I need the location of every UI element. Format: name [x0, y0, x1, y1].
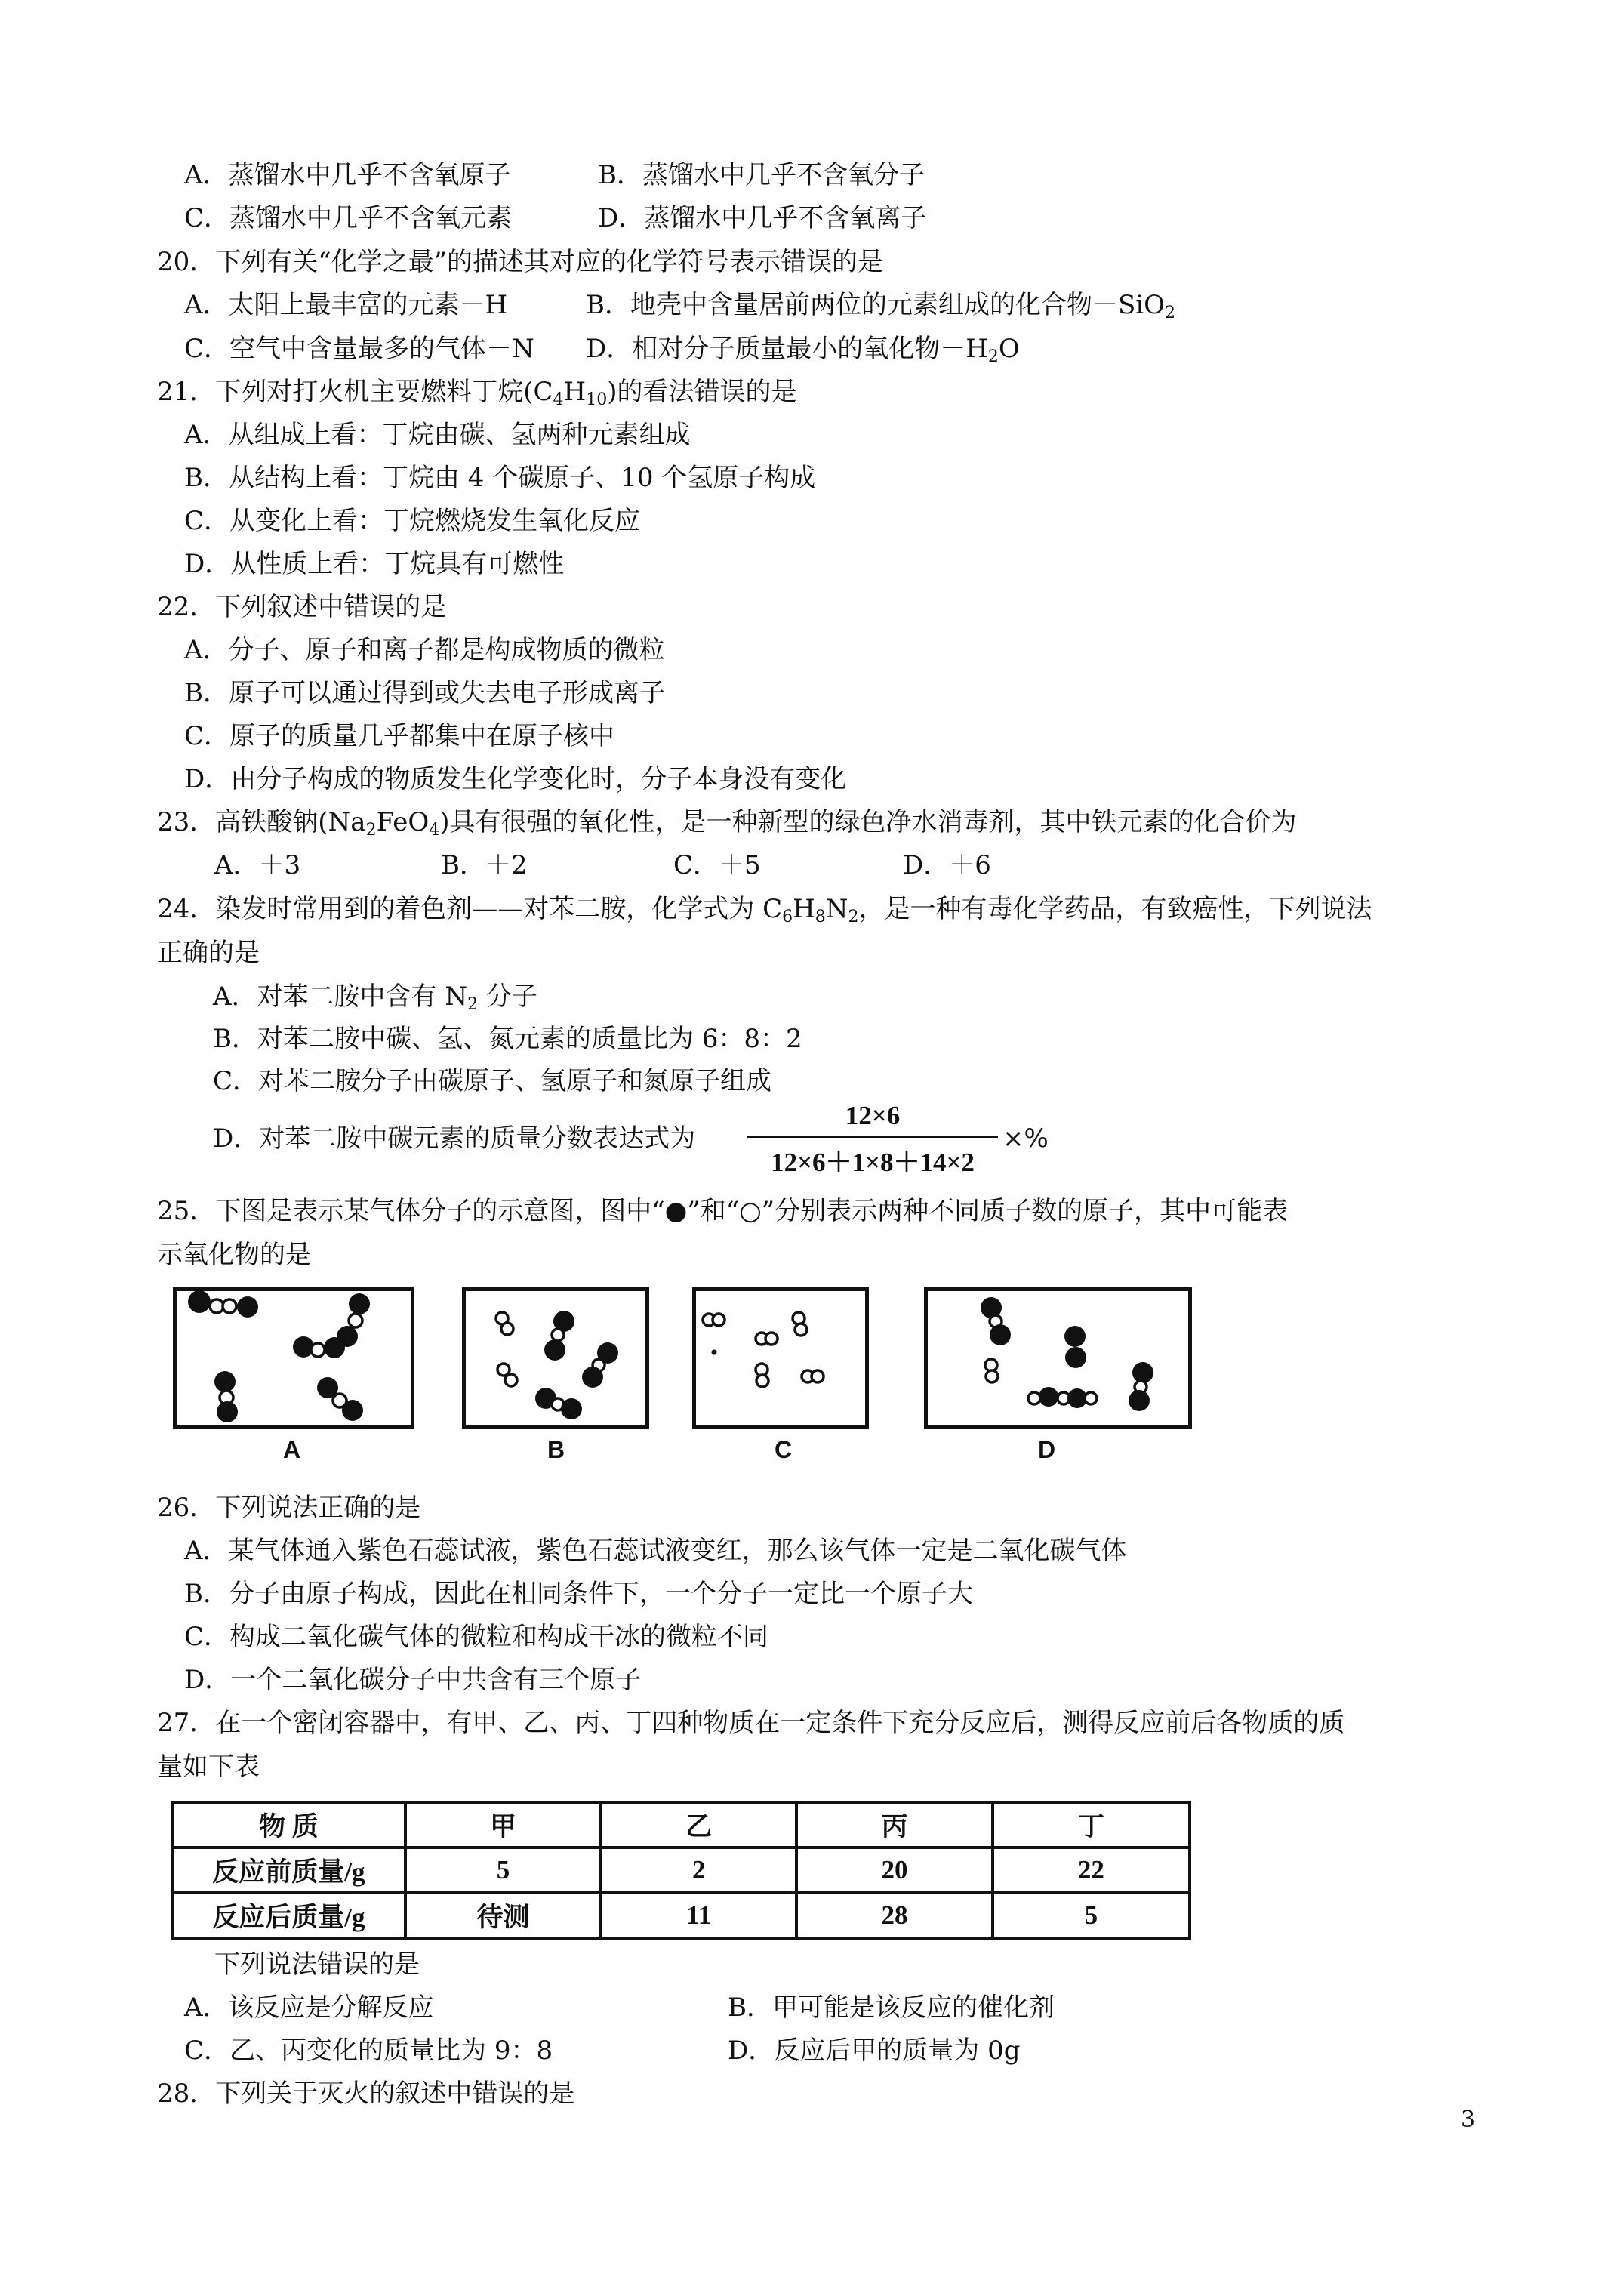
- table-header-row: [172, 1802, 1190, 1848]
- q25-stem-line2: 示氧化物的是: [157, 1240, 311, 1270]
- table-cell: 5: [405, 1848, 601, 1893]
- molecule-box-d: [924, 1287, 1192, 1429]
- q23-stem: 23．高铁酸钠$(Na_2FeO_4)$具有很强的氧化性，是一种新型的绿色净水消毒剂，其中铁元素的化合价为: [157, 807, 1297, 840]
- q24-stem-line2: 正确的是: [157, 938, 260, 968]
- q22-option-d: D．由分子构成的物质发生化学变化时，分子本身没有变化: [184, 764, 847, 794]
- diagram-label-d: D: [1038, 1436, 1056, 1463]
- molecule-diagram-d: [928, 1291, 1188, 1425]
- q23-option-b: B．＋2: [441, 850, 528, 880]
- diagram-label-a: A: [283, 1436, 301, 1463]
- q27-stem: 27．在一个密闭容器中，有甲、乙、丙、丁四种物质在一定条件下充分反应后，测得反应前后各物质的质: [157, 1708, 1345, 1738]
- q22-option-c: C．原子的质量几乎都集中在原子核中: [184, 721, 615, 751]
- q22-option-b: B．原子可以通过得到或失去电子形成离子: [184, 678, 665, 708]
- q19-option-d: D．蒸馏水中几乎不含氧离子: [598, 203, 927, 233]
- q24-option-a: A．对苯二胺中含有 $N_2$ 分子: [213, 982, 537, 1014]
- molecule-box-a: [173, 1287, 414, 1429]
- q19-option-a: A．蒸馏水中几乎不含氧原子: [184, 160, 511, 190]
- diagram-label-b: B: [547, 1436, 565, 1463]
- table-header: 乙: [601, 1802, 796, 1848]
- q19-option-c: C．蒸馏水中几乎不含氧元素: [184, 203, 513, 233]
- diagram-label-c: C: [775, 1436, 793, 1463]
- q24-option-c: C．对苯二胺分子由碳原子、氢原子和氮原子组成: [213, 1066, 772, 1096]
- q27-option-d: D．反应后甲的质量为 0g: [728, 2036, 1021, 2066]
- table-row: [172, 1893, 1190, 1938]
- q24-option-b: B．对苯二胺中碳、氢、氮元素的质量比为 6：8：2: [213, 1024, 802, 1054]
- molecule-diagram-a: [177, 1291, 411, 1425]
- table-cell: 20: [796, 1848, 992, 1893]
- q24-fraction-numerator: 12×6: [845, 1101, 901, 1130]
- table-header: 物 质: [172, 1802, 405, 1848]
- table-cell: 反应前质量/g: [172, 1848, 405, 1893]
- table-row: [172, 1848, 1190, 1893]
- q23-option-c: C．＋5: [673, 850, 761, 880]
- q21-option-c: C．从变化上看：丁烷燃烧发生氧化反应: [184, 506, 641, 536]
- q23-option-d: D．＋6: [903, 850, 991, 880]
- q20-option-b: B．地壳中含量居前两位的元素组成的化合物－SiO$_2$: [586, 290, 1176, 322]
- fraction-bar: [747, 1136, 998, 1138]
- table-header: 丙: [796, 1802, 992, 1848]
- q19-option-b: B．蒸馏水中几乎不含氧分子: [598, 160, 925, 190]
- q21-option-d: D．从性质上看：丁烷具有可燃性: [184, 549, 565, 579]
- q27-stem-line2: 量如下表: [157, 1752, 260, 1782]
- mass-table: [171, 1801, 1191, 1940]
- page-number: 3: [1461, 2106, 1476, 2133]
- q20-option-c: C．空气中含量最多的气体－N: [184, 334, 534, 364]
- molecule-box-b: [462, 1287, 649, 1429]
- q26-stem: 26．下列说法正确的是: [157, 1493, 421, 1523]
- q26-option-a: A．某气体通入紫色石蕊试液，紫色石蕊试液变红，那么该气体一定是二氧化碳气体: [184, 1536, 1127, 1566]
- q24-fraction-denominator: 12×6＋1×8＋14×2: [771, 1148, 975, 1177]
- table-cell: 28: [796, 1893, 992, 1938]
- q21-option-b: B．从结构上看：丁烷由 4 个碳原子、10 个氢原子构成: [184, 463, 816, 493]
- q26-option-c: C．构成二氧化碳气体的微粒和构成干冰的微粒不同: [184, 1622, 769, 1652]
- table-cell: 5: [993, 1893, 1190, 1938]
- q24-stem: 24．染发时常用到的着色剂——对苯二胺，化学式为 $C_6H_8N_2$，是一种有毒化学药品，有致癌性，下列说法: [157, 894, 1372, 926]
- molecule-diagram-b: [466, 1291, 645, 1425]
- q21-option-a: A．从组成上看：丁烷由碳、氢两种元素组成: [184, 420, 691, 450]
- table-cell: 22: [993, 1848, 1190, 1893]
- q22-option-a: A．分子、原子和离子都是构成物质的微粒: [184, 635, 665, 665]
- q28-stem: 28．下列关于灭火的叙述中错误的是: [157, 2079, 575, 2109]
- q24-option-d: D．对苯二胺中碳元素的质量分数表达式为: [213, 1123, 696, 1154]
- q27-option-b: B．甲可能是该反应的催化剂: [728, 1992, 1055, 2023]
- table-header: 甲: [405, 1802, 601, 1848]
- q27-option-c: C．乙、丙变化的质量比为 9：8: [184, 2036, 553, 2066]
- q23-option-a: A．＋3: [214, 850, 301, 880]
- table-header: 丁: [993, 1802, 1190, 1848]
- q20-stem: 20．下列有关“化学之最”的描述其对应的化学符号表示错误的是: [157, 247, 884, 277]
- table-cell: 11: [601, 1893, 796, 1938]
- q20-option-d: D．相对分子质量最小的氧化物$-H_2O$: [586, 334, 1020, 366]
- q21-stem: 21．下列对打火机主要燃料丁烷$(C_4H_{10})$的看法错误的是: [157, 377, 797, 409]
- q22-stem: 22．下列叙述中错误的是: [157, 592, 447, 622]
- q27-option-a: A．该反应是分解反应: [184, 1992, 434, 2023]
- table-cell: 待测: [405, 1893, 601, 1938]
- table-cell: 2: [601, 1848, 796, 1893]
- q20-option-a: A．太阳上最丰富的元素－H: [184, 290, 508, 320]
- molecule-box-c: [692, 1287, 869, 1429]
- q27-prompt: 下列说法错误的是: [214, 1949, 420, 1980]
- q26-option-b: B．分子由原子构成，因此在相同条件下，一个分子一定比一个原子大: [184, 1579, 973, 1609]
- q24-option-d-tail: ×%: [1002, 1123, 1049, 1154]
- q25-stem: 25．下图是表示某气体分子的示意图，图中“●”和“○”分别表示两种不同质子数的原子，其中可能表: [157, 1196, 1289, 1226]
- molecule-diagram-c: [696, 1291, 865, 1425]
- q26-option-d: D．一个二氧化碳分子中共含有三个原子: [184, 1665, 642, 1695]
- table-cell: 反应后质量/g: [172, 1893, 405, 1938]
